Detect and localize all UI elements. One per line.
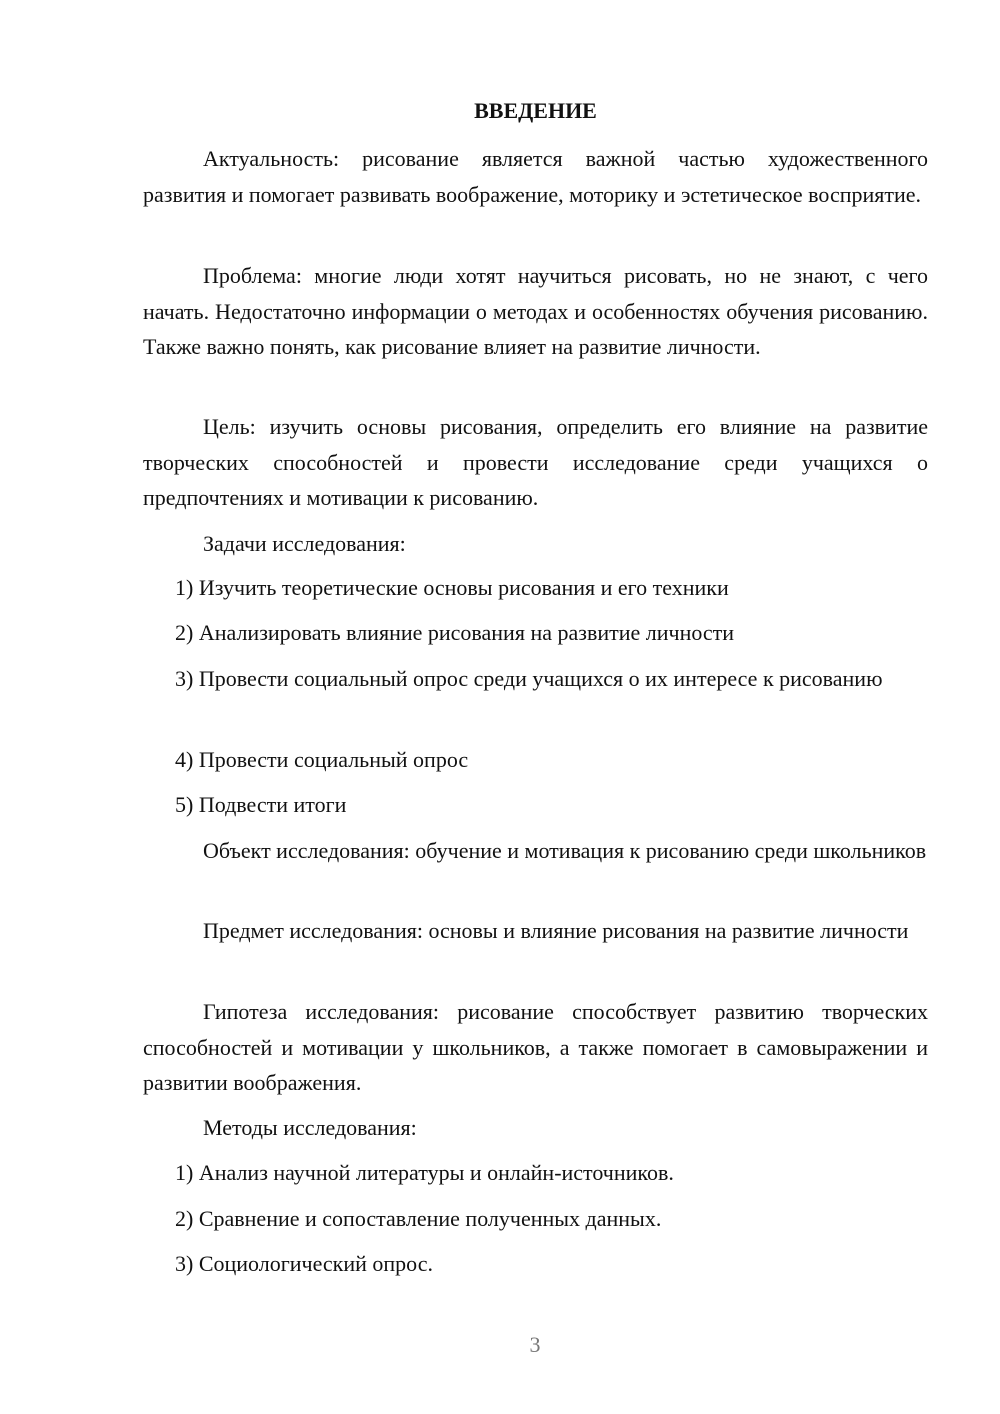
page-title: ВВЕДЕНИЕ [474, 98, 597, 123]
tasks-heading: Задачи исследования: [203, 531, 406, 556]
hypothesis-paragraph: Гипотеза исследования: рисование способствует развитию творческих способностей и мотивации у школьников, а также помогает в самовыражении и развитии воображения. [143, 999, 928, 1095]
problem-paragraph: Проблема: многие люди хотят научиться рисовать, но не знают, с чего начать. Недостаточно информации о методах и особенностях обучения рисованию. Также важно понять, как рисование влияет на развитие личности. [143, 263, 928, 359]
task-item-4: 4) Провести социальный опрос [175, 747, 469, 772]
object-paragraph: Объект исследования: обучение и мотивация к рисованию среди школьников [203, 838, 927, 863]
subject-paragraph: Предмет исследования: основы и влияние рисования на развитие личности [203, 918, 909, 943]
task-item-3: 3) Провести социальный опрос среди учащихся о их интересе к рисованию [175, 666, 883, 691]
goal-paragraph: Цель: изучить основы рисования, определить его влияние на развитие творческих способностей и провести исследование среди учащихся о предпочтениях и мотивации к рисованию. [143, 414, 928, 510]
methods-heading: Методы исследования: [203, 1115, 417, 1140]
method-item-3: 3) Социологический опрос. [175, 1251, 433, 1276]
task-item-2: 2) Анализировать влияние рисования на развитие личности [175, 620, 735, 645]
page-number: 3 [529, 1332, 541, 1357]
method-item-1: 1) Анализ научной литературы и онлайн-источников. [175, 1160, 674, 1185]
task-item-5: 5) Подвести итоги [175, 792, 347, 817]
actuality-paragraph: Актуальность: рисование является важной частью художественного развития и помогает развивать воображение, моторику и эстетическое восприятие. [143, 146, 928, 207]
method-item-2: 2) Сравнение и сопоставление полученных данных. [175, 1206, 662, 1231]
task-item-1: 1) Изучить теоретические основы рисования и его техники [175, 575, 729, 600]
